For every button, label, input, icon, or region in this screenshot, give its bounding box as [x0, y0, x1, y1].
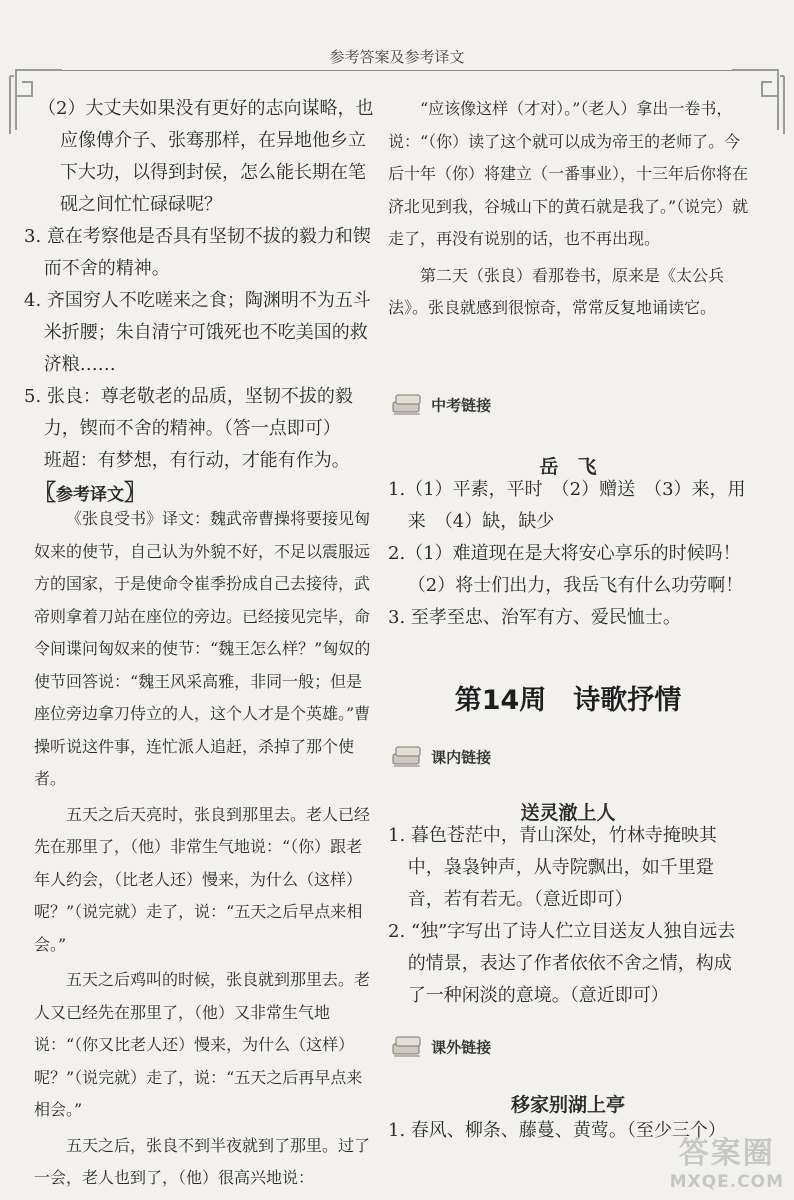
chapter-title: 第14周 诗歌抒情	[454, 685, 682, 716]
header-rule	[62, 70, 732, 71]
answer-item: 4. 齐国穷人不吃嗟来之食；陶渊明不为五斗米折腰；朱自清宁可饿死也不吃美国的救济粮……	[24, 290, 371, 375]
book-stack-icon	[390, 1032, 426, 1062]
book-stack-icon	[390, 742, 426, 772]
answer-item: 3. 至孝至忠、治军有方、爱民恤士。	[388, 607, 681, 628]
left-answers	[24, 93, 374, 477]
book-stack-icon	[390, 390, 426, 420]
translation-paragraph: 五天之后天亮时，张良到那里去。老人已经先在那里了，（他）非常生气地说：“（你）跟老年人约会，（比老人还）慢来，为什么（这样）呢？”（说完就）走了，说：“五天之后早点来相会。”	[34, 804, 371, 954]
answer-item: 3. 意在考察他是否具有坚韧不拔的毅力和锲而不舍的精神。	[24, 226, 371, 279]
poem1-answers	[388, 820, 748, 1012]
poem-title-songlingche: 送灵澈上人	[520, 802, 616, 824]
answer-item: 1. 暮色苍茫中，青山深处，竹林寺掩映其中，袅袅钟声，从寺院飘出，如千里跫音，若有若无。（意近即可）	[388, 825, 717, 910]
translation-paragraph: 《张良受书》译文：魏武帝曹操将要接见匈奴来的使节，自己认为外貌不好，不足以震服远方的国家，于是使命令崔季扮成自己去接待，武帝则拿着刀站在座位的旁边。已经接见完毕，命令间谍问匈奴来的使节：“魏王怎么样？”匈奴的使节回答说：“魏王风采高雅，非同一般；但是座位旁边拿刀侍立的人，这个人才是个英雄。”曹操听说这件事，连忙派人追赶，杀掉了那个使者。	[34, 509, 371, 788]
reference-translation-label: 〖参考译文〗	[34, 481, 147, 506]
answer-item: （2）将士们出力，我岳飞有什么功劳啊！	[407, 575, 744, 596]
translation-paragraph: “应该像这样（才对）。”（老人）拿出一卷书，说：“（你）读了这个就可以成为帝王的老师了。今后十年（你）将建立（一番事业），十三年后你将在济北见到我，谷城山下的黄石就是我了。”（说完）就走了，再没有说别的话，也不再出现。	[388, 99, 749, 248]
translation-paragraph: 五天之后，张良不到半夜就到了那里。过了一会，老人也到了，（他）很高兴地说：	[34, 1135, 371, 1187]
poem-title-yuefei: 岳 飞	[539, 456, 597, 478]
running-header: 参考答案及参考译文	[329, 48, 465, 66]
right-translation-continued	[388, 93, 750, 325]
translation-paragraph: 五天之后鸡叫的时候，张良就到那里去。老人又已经先在那里了，（他）又非常生气地说：“（你又比老人还）慢来，为什么（这样）呢？”（说完就）走了，说：“五天之后再早点来相会。”	[34, 970, 371, 1119]
answer-item: 1.（1）平素，平时 （2）赠送 （3）来，用来 （4）缺，缺少	[388, 479, 746, 532]
answer-item: 5. 张良：尊老敬老的品质，坚韧不拔的毅力，锲而不舍的精神。（答一点即可）	[24, 386, 353, 439]
answer-item: 1. 春风、柳条、藤蔓、黄莺。（至少三个）	[388, 1120, 726, 1141]
section-kenei: 课内链接	[390, 742, 491, 772]
section-kewai: 课外链接	[390, 1032, 491, 1062]
answer-item: 2. “独”字写出了诗人伫立目送友人独自远去的情景，表达了作者依依不舍之情，构成了一种闲淡的意境。（意近即可）	[388, 921, 736, 1006]
watermark-logo: 答案圈 MXQE.COM	[669, 1136, 784, 1192]
section-zhongkao: 中考链接	[390, 390, 491, 420]
answer-item: （2）大丈夫如果没有更好的志向谋略，也应像傅介子、张骞那样，在异地他乡立下大功，以得到封侯，怎么能长期在笔砚之间忙忙碌碌呢？	[38, 98, 374, 215]
answer-item: 班超：有梦想，有行动，才能有作为。	[43, 450, 350, 471]
yuefei-answers	[388, 474, 748, 634]
translation-text	[34, 503, 371, 1195]
translation-paragraph: 第二天（张良）看那卷书，原来是《太公兵法》。张良就感到很惊奇，常常反复地诵读它。	[388, 265, 725, 317]
poem-title-yijia: 移家别湖上亭	[510, 1094, 625, 1116]
answer-item: 2.（1）难道现在是大将安心享乐的时候吗！	[388, 543, 741, 564]
